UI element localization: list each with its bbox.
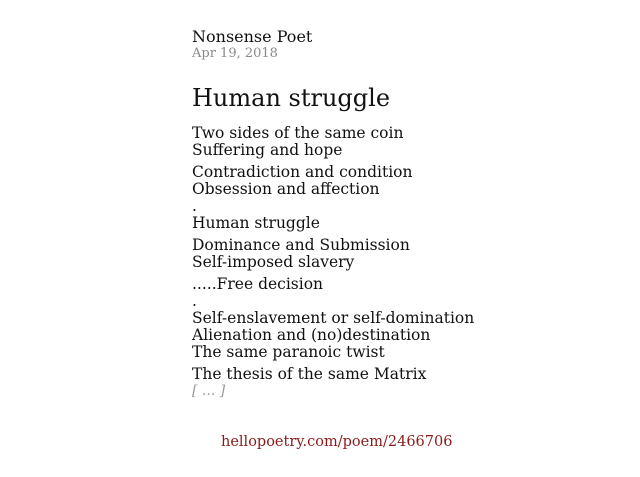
stanza-2 [192, 164, 622, 232]
poem-line: The same paranoic twist [192, 343, 385, 361]
poem-line: Obsession and affection [192, 180, 380, 198]
author-name[interactable]: Nonsense Poet [192, 27, 313, 46]
poem-line: Two sides of the same coin [192, 124, 404, 142]
poem-title[interactable]: Human struggle [192, 84, 391, 112]
poem-line: Alienation and (no)destination [192, 326, 431, 344]
poem-line: Dominance and Submission [192, 236, 410, 254]
post-date: Apr 19, 2018 [192, 46, 278, 61]
stanza-4 [192, 276, 622, 361]
poem-line: Suffering and hope [192, 141, 343, 159]
poem-line: Self-imposed slavery [192, 253, 355, 271]
stanza-3 [192, 237, 622, 271]
poem-line: . [192, 197, 197, 215]
poem-line: The thesis of the same Matrix [192, 365, 427, 383]
stanza-1 [192, 125, 622, 159]
poem-body [192, 125, 622, 399]
poem-line: . [192, 292, 197, 310]
stanza-5 [192, 366, 622, 399]
poem-line: Human struggle [192, 214, 320, 232]
truncation-marker: [ ... ] [192, 383, 226, 399]
poem-card [192, 28, 622, 399]
poem-line: Contradiction and condition [192, 163, 413, 181]
poem-url-link[interactable]: hellopoetry.com/poem/2466706 [221, 434, 453, 450]
poem-line: .....Free decision [192, 275, 324, 293]
poem-line: Self-enslavement or self-domination [192, 309, 475, 327]
